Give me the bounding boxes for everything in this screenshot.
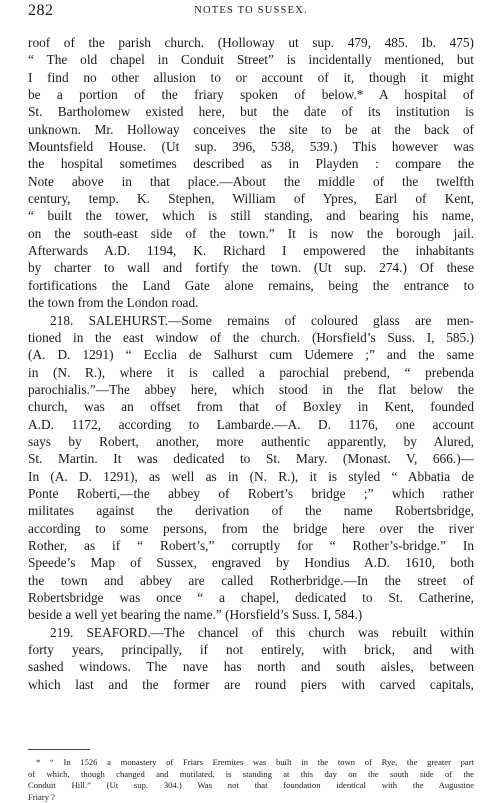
body-line: parochialis.”—The abbey here, which stood in the flat below the bbox=[28, 381, 474, 398]
body-line: which last and the former are round piers with carved capitals, bbox=[28, 676, 474, 693]
body-line: “ The old chapel in Conduit Street” is incidentally mentioned, but bbox=[28, 51, 474, 68]
body-line: I find no other allusion to or account of it, though it might bbox=[28, 69, 474, 86]
body-line: says by Robert, another, more authentic apparently, by Alured, bbox=[28, 433, 474, 450]
footnote-line: * “ In 1526 a monastery of Friars Eremites was built in the town of Rye, the greater part bbox=[28, 757, 474, 769]
body-line: according to some persons, from the bridge here over the river bbox=[28, 520, 474, 537]
footnote-line: Conduit Hill.” (Ut sup. 304.) Was not that foundation identical with the Augustine bbox=[28, 780, 474, 792]
body-line: on the south-east side of the town.” It is now the borough jail. bbox=[28, 225, 474, 242]
body-line: be a portion of the friary spoken of below.* A hospital of bbox=[28, 86, 474, 103]
body-line: beside a well yet bearing the name.” (Horsfield’s Suss. I, 584.) bbox=[28, 606, 474, 623]
body-line: 219. SEAFORD.—The chancel of this church was rebuilt within bbox=[28, 624, 474, 641]
body-line: Robertsbridge was once “ a chapel, dedicated to St. Catherine, bbox=[28, 589, 474, 606]
body-line: the town from the London road. bbox=[28, 294, 474, 311]
body-line: Ponte Roberti,—the abbey of Robert’s bridge ;” which rather bbox=[28, 485, 474, 502]
body-line: “ built the tower, which is still standing, and bearing his name, bbox=[28, 207, 474, 224]
body-line: A.D. 1172, according to Lambarde.—A. D. 1176, one account bbox=[28, 416, 474, 433]
body-line: militates against the derivation of the name Robertsbridge, bbox=[28, 502, 474, 519]
body-line: century, temp. K. Stephen, William of Ypres, Earl of Kent, bbox=[28, 190, 474, 207]
body-text bbox=[28, 34, 474, 693]
footnote-line: Friary ? bbox=[28, 792, 474, 803]
body-line: In (A. D. 1291), as well as in (N. R.), it is styled “ Abbatia de bbox=[28, 468, 474, 485]
body-line: by charter to wall and fortify the town. (Ut sup. 274.) Of these bbox=[28, 259, 474, 276]
body-line: sashed windows. The nave has north and south aisles, between bbox=[28, 658, 474, 675]
body-line: unknown. Mr. Holloway conceives the site to be at the back of bbox=[28, 121, 474, 138]
body-line: forty years, principally, if not entirely, with brick, and with bbox=[28, 641, 474, 658]
page-number: 282 bbox=[28, 2, 54, 20]
body-line: Speede’s Map of Sussex, engraved by Hondius A.D. 1610, both bbox=[28, 554, 474, 571]
body-line: tioned in the east window of the church. (Horsfield’s Suss. I, 585.) bbox=[28, 329, 474, 346]
running-head: NOTES TO SUSSEX. bbox=[28, 5, 474, 16]
page-header bbox=[28, 2, 474, 24]
body-line: the town and abbey are called Rotherbridge.—In the street of bbox=[28, 572, 474, 589]
footnote-divider bbox=[28, 749, 90, 750]
body-line: in (N. R.), where it is called a parochial prebend, “ prebenda bbox=[28, 364, 474, 381]
body-line: Rother, as if “ Robert’s,” corruptly for “ Rother’s-bridge.” In bbox=[28, 537, 474, 554]
body-line: St. Bartholomew existed here, but the date of its institution is bbox=[28, 103, 474, 120]
body-line: the hospital sometimes described as in Playden : compare the bbox=[28, 155, 474, 172]
footnote-line: of which, though changed and mutilated, is standing at this day on the south side of the bbox=[28, 769, 474, 781]
body-line: 218. SALEHURST.—Some remains of coloured glass are men- bbox=[28, 312, 474, 329]
body-line: (A. D. 1291) “ Ecclia de Salhurst cum Udemere ;” and the same bbox=[28, 346, 474, 363]
footnote bbox=[28, 757, 474, 803]
body-line: Note above in that place.—About the middle of the twelfth bbox=[28, 173, 474, 190]
body-line: church, was an offset from that of Boxley in Kent, founded bbox=[28, 398, 474, 415]
body-line: St. Martin. It was dedicated to St. Mary. (Monast. V, 666.)— bbox=[28, 450, 474, 467]
body-line: Mountsfield House. (Ut sup. 396, 538, 539.) This however was bbox=[28, 138, 474, 155]
body-line: Afterwards A.D. 1194, K. Richard I empowered the inhabitants bbox=[28, 242, 474, 259]
body-line: roof of the parish church. (Holloway ut sup. 479, 485. Ib. 475) bbox=[28, 34, 474, 51]
body-line: fortifications the Land Gate alone remains, being the entrance to bbox=[28, 277, 474, 294]
